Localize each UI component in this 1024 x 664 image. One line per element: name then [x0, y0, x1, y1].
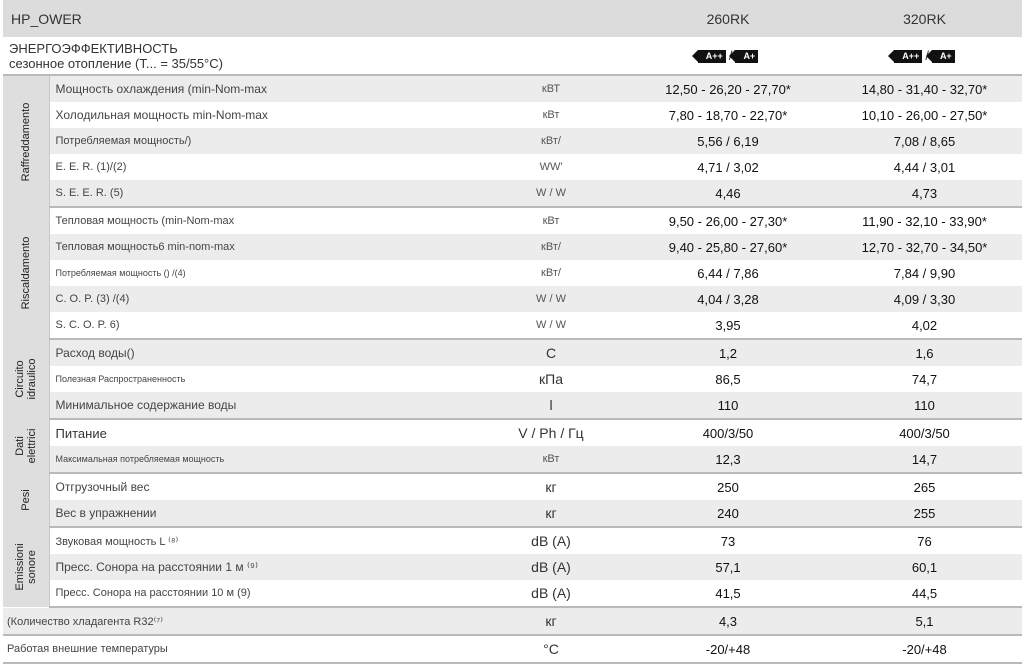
value-320rk: 4,44 / 3,01 [827, 154, 1022, 180]
energy-row [3, 37, 1022, 75]
value-320rk: 10,10 - 26,00 - 27,50* [827, 102, 1022, 128]
header-row [3, 0, 1022, 37]
group-label-dati-elettrici: Dati elettrici [3, 419, 49, 473]
param-name: Звуковая мощность L ⁽⁸⁾ [49, 527, 473, 554]
value-320rk: 7,84 / 9,90 [827, 260, 1022, 286]
value-260rk: 12,3 [629, 446, 827, 473]
value-320rk: 255 [827, 500, 1022, 527]
value-320rk: -20/+48 [827, 635, 1022, 663]
param-unit: кВт/ [473, 260, 629, 286]
param-name: Пресс. Сонора на расстоянии 10 м (9) [49, 580, 473, 607]
param-name: Вес в упражнении [49, 500, 473, 527]
table-row [3, 392, 1022, 419]
param-name: S. C. O. P. 6) [49, 312, 473, 339]
value-320rk: 5,1 [827, 607, 1022, 635]
value-260rk: 1,2 [629, 339, 827, 366]
value-260rk: 4,71 / 3,02 [629, 154, 827, 180]
table-row [3, 607, 1022, 635]
table-row [3, 180, 1022, 207]
param-name: Тепловая мощность (min-Nom-max [49, 207, 473, 234]
table-row [3, 286, 1022, 312]
param-unit: кг [473, 500, 629, 527]
energy-class-badge: A++ [894, 50, 922, 63]
param-name: S. E. E. R. (5) [49, 180, 473, 207]
value-260rk: 240 [629, 500, 827, 527]
value-320rk: 14,80 - 31,40 - 32,70* [827, 75, 1022, 102]
param-unit: кВт [473, 207, 629, 234]
value-320rk: 7,08 / 8,65 [827, 128, 1022, 154]
param-unit: WW' [473, 154, 629, 180]
param-name: Тепловая мощность6 min-nom-max [49, 234, 473, 260]
param-name: Отгрузочный вес [49, 473, 473, 500]
table-row [3, 580, 1022, 607]
value-320rk: 400/3/50 [827, 419, 1022, 446]
param-name: Потребляемая мощность () /(4) [49, 260, 473, 286]
value-320rk: 4,09 / 3,30 [827, 286, 1022, 312]
param-unit: кВТ [473, 75, 629, 102]
param-name: Потребляемая мощность/) [49, 128, 473, 154]
group-label-emissioni-sonore: Emissioni sonore [3, 527, 49, 607]
group-label-circuito-idraulico: Circuito idraulico [3, 339, 49, 419]
value-260rk: 7,80 - 18,70 - 22,70* [629, 102, 827, 128]
value-260rk: 400/3/50 [629, 419, 827, 446]
model-header-320rk: 320RK [827, 0, 1022, 37]
value-320rk: 14,7 [827, 446, 1022, 473]
param-unit: кВт [473, 102, 629, 128]
param-unit: W / W [473, 286, 629, 312]
table-row [3, 419, 1022, 446]
param-unit: кг [473, 607, 629, 635]
table-row [3, 339, 1022, 366]
param-unit: C [473, 339, 629, 366]
param-unit: кВт/ [473, 128, 629, 154]
group-label-raffreddamento: Raffreddamento [3, 75, 49, 207]
value-260rk: -20/+48 [629, 635, 827, 663]
value-260rk: 250 [629, 473, 827, 500]
param-unit: dB (A) [473, 554, 629, 580]
value-260rk: 5,56 / 6,19 [629, 128, 827, 154]
table-row [3, 154, 1022, 180]
param-unit: dB (A) [473, 527, 629, 554]
table-row [3, 128, 1022, 154]
param-name: Пресс. Сонора на расстоянии 1 м ⁽⁹⁾ [49, 554, 473, 580]
table-row [3, 260, 1022, 286]
param-unit: V / Ph / Гц [473, 419, 629, 446]
param-unit: l [473, 392, 629, 419]
value-260rk: 4,3 [629, 607, 827, 635]
param-name: Минимальное содержание воды [49, 392, 473, 419]
param-name: E. E. R. (1)/(2) [49, 154, 473, 180]
value-320rk: 76 [827, 527, 1022, 554]
table-row [3, 473, 1022, 500]
table-row [3, 102, 1022, 128]
value-320rk: 12,70 - 32,70 - 34,50* [827, 234, 1022, 260]
value-260rk: 4,04 / 3,28 [629, 286, 827, 312]
table-row [3, 75, 1022, 102]
table-row [3, 446, 1022, 473]
value-260rk: 73 [629, 527, 827, 554]
value-320rk: 11,90 - 32,10 - 33,90* [827, 207, 1022, 234]
energy-class-badge: A+ [735, 50, 758, 63]
group-label-riscaldamento: Riscaldamento [3, 207, 49, 339]
value-260rk: 110 [629, 392, 827, 419]
product-title: HP_OWER [3, 0, 629, 37]
param-unit: кВт/ [473, 234, 629, 260]
value-260rk: 12,50 - 26,20 - 27,70* [629, 75, 827, 102]
table-row [3, 554, 1022, 580]
model-header-260rk: 260RK [629, 0, 827, 37]
param-unit: кПа [473, 366, 629, 392]
value-260rk: 9,50 - 26,00 - 27,30* [629, 207, 827, 234]
value-320rk: 110 [827, 392, 1022, 419]
param-name: Полезная Распространенность [49, 366, 473, 392]
value-260rk: 3,95 [629, 312, 827, 339]
group-label-pesi: Pesi [3, 473, 49, 527]
param-name: Работая внешние температуры [3, 635, 473, 663]
energy-class-badge: A++ [698, 50, 726, 63]
value-320rk: 74,7 [827, 366, 1022, 392]
param-name: Расход воды() [49, 339, 473, 366]
energy-class-badge: A+ [932, 50, 955, 63]
value-260rk: 41,5 [629, 580, 827, 607]
value-320rk: 1,6 [827, 339, 1022, 366]
energy-title: ЭНЕРГОЭФФЕКТИВНОСТЬ [9, 40, 178, 56]
param-name: Питание [49, 419, 473, 446]
table-row [3, 366, 1022, 392]
param-name: Мощность охлаждения (min-Nom-max [49, 75, 473, 102]
param-name: (Количество хладагента R32⁽⁷⁾ [3, 607, 473, 635]
table-row [3, 635, 1022, 663]
spec-table [3, 0, 1022, 664]
energy-label [3, 37, 629, 75]
value-320rk: 4,02 [827, 312, 1022, 339]
table-row [3, 234, 1022, 260]
param-unit: °C [473, 635, 629, 663]
energy-subtitle: сезонное отопление (Т... = 35/55°C) [9, 55, 223, 71]
table-row [3, 500, 1022, 527]
value-320rk: 4,73 [827, 180, 1022, 207]
value-320rk: 265 [827, 473, 1022, 500]
table-row [3, 312, 1022, 339]
param-unit: dB (A) [473, 580, 629, 607]
energy-class-260rk [629, 37, 827, 75]
param-name: Максимальная потребляемая мощность [49, 446, 473, 473]
param-name: C. O. P. (3) /(4) [49, 286, 473, 312]
value-260rk: 9,40 - 25,80 - 27,60* [629, 234, 827, 260]
param-unit: кВт [473, 446, 629, 473]
value-260rk: 86,5 [629, 366, 827, 392]
param-name: Холодильная мощность min-Nom-max [49, 102, 473, 128]
param-unit: W / W [473, 180, 629, 207]
value-260rk: 4,46 [629, 180, 827, 207]
param-unit: W / W [473, 312, 629, 339]
value-260rk: 57,1 [629, 554, 827, 580]
table-row [3, 207, 1022, 234]
energy-class-320rk [827, 37, 1022, 75]
value-260rk: 6,44 / 7,86 [629, 260, 827, 286]
value-320rk: 44,5 [827, 580, 1022, 607]
table-row [3, 527, 1022, 554]
param-unit: кг [473, 473, 629, 500]
value-320rk: 60,1 [827, 554, 1022, 580]
